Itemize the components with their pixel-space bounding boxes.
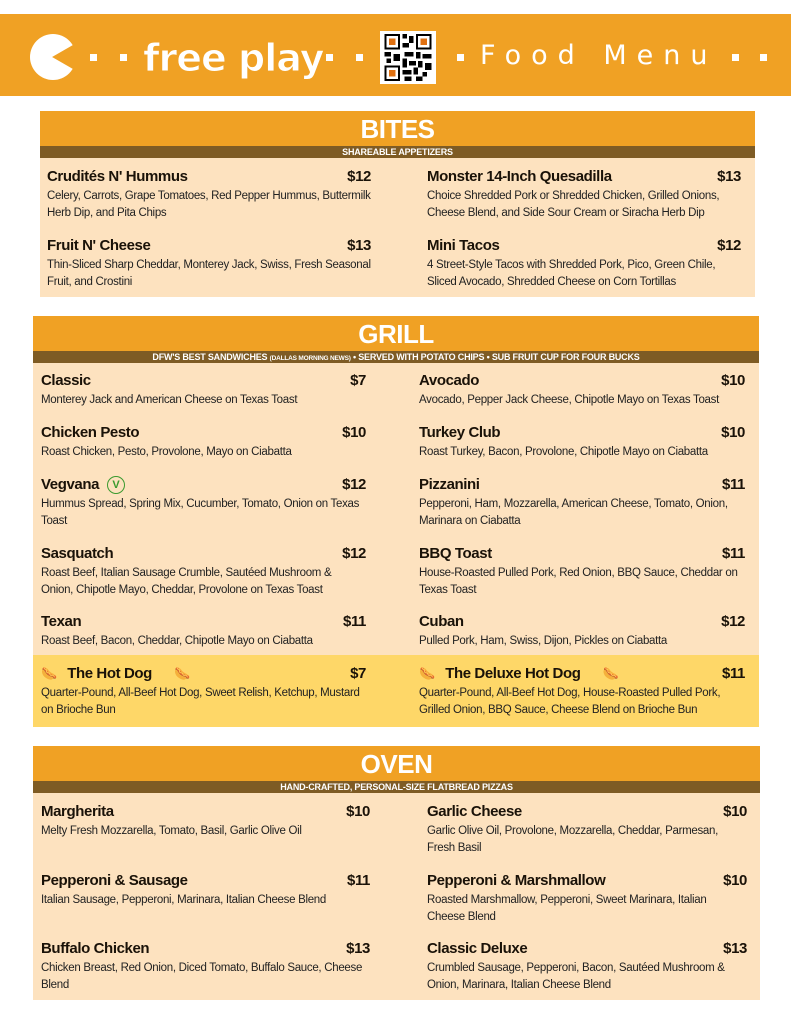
menu-item[interactable] [419, 665, 745, 719]
item-name-wrap [41, 424, 139, 442]
menu-item[interactable] [427, 237, 741, 291]
item-price: $13 [346, 940, 370, 957]
item-price: $13 [717, 168, 741, 185]
menu-item[interactable] [41, 803, 370, 840]
pacman-icon [30, 34, 76, 80]
item-description: Roast Chicken, Pesto, Provolone, Mayo on Ciabatta [41, 446, 292, 458]
menu-item[interactable] [41, 665, 366, 719]
menu-item[interactable] [419, 613, 745, 650]
item-description: Italian Sausage, Pepperoni, Marinara, Italian Cheese Blend [41, 894, 326, 906]
item-name-wrap [41, 372, 91, 390]
section-title: OVEN [33, 746, 760, 781]
item-name: Classic Deluxe [427, 940, 528, 957]
item-name: Chicken Pesto [41, 424, 140, 441]
hotdog-icon: 🌭 [602, 666, 619, 681]
item-description: Roast Beef, Bacon, Cheddar, Chipotle Mayo on Ciabatta [41, 635, 313, 647]
item-name-wrap [419, 665, 629, 683]
dot-icon [90, 54, 97, 61]
item-name-wrap [47, 168, 188, 186]
menu-item[interactable] [41, 613, 366, 650]
menu-item[interactable] [47, 168, 371, 222]
section-body [40, 158, 755, 297]
item-price: $11 [722, 476, 745, 493]
item-description: Hummus Spread, Spring Mix, Cucumber, Tomato, Onion on Texas Toast [41, 498, 360, 527]
item-name-wrap [41, 476, 125, 494]
item-name-wrap [419, 372, 479, 390]
section-body [33, 363, 759, 727]
dot-icon [760, 54, 767, 61]
item-price: $12 [342, 545, 366, 562]
item-name-wrap [427, 168, 612, 186]
menu-title: Food Menu [480, 40, 718, 71]
item-name: Monster 14-Inch Quesadilla [427, 168, 612, 185]
dot-icon [120, 54, 127, 61]
item-description: Choice Shredded Pork or Shredded Chicken, Grilled Onions, Cheese Blend, and Side Sour Cream or Siracha Herb Dip [427, 190, 720, 219]
item-description: Roast Turkey, Bacon, Provolone, Chipotle Mayo on Ciabatta [419, 446, 708, 458]
item-name-wrap [427, 940, 527, 958]
header-banner [0, 14, 791, 96]
item-price: $13 [723, 940, 747, 957]
item-price: $13 [347, 237, 371, 254]
item-price: $10 [342, 424, 366, 441]
item-price: $10 [721, 424, 745, 441]
hotdog-icon: 🌭 [419, 666, 436, 681]
item-header [41, 665, 366, 685]
item-name: BBQ Toast [419, 545, 492, 562]
item-name-wrap [419, 613, 464, 631]
item-header [419, 424, 745, 444]
item-name-wrap [41, 940, 149, 958]
item-description: Pepperoni, Ham, Mozzarella, American Cheese, Tomato, Onion, Marinara on Ciabatta [419, 498, 728, 527]
menu-item[interactable] [419, 476, 745, 530]
item-header [41, 613, 366, 633]
item-name-wrap [427, 803, 522, 821]
section-title: BITES [40, 111, 755, 146]
item-price: $11 [722, 545, 745, 562]
item-name: Pizzanini [419, 476, 480, 493]
menu-item[interactable] [427, 803, 747, 857]
item-description: Quarter-Pound, All-Beef Hot Dog, House-Roasted Pulled Pork, Grilled Onion, BBQ Sauce, Cheese Blend on Brioche Bun [419, 687, 721, 716]
section-title: GRILL [33, 316, 759, 351]
dot-icon [326, 54, 333, 61]
item-name: Cuban [419, 613, 464, 630]
item-name: The Hot Dog [67, 665, 152, 682]
item-name-wrap [47, 237, 150, 255]
dot-icon [457, 54, 464, 61]
item-name: Buffalo Chicken [41, 940, 150, 957]
section-body [33, 793, 760, 1000]
item-name-wrap [41, 613, 81, 631]
section-subtitle: SHAREABLE APPETIZERS [40, 146, 755, 158]
item-name-wrap [427, 237, 499, 255]
item-description: House-Roasted Pulled Pork, Red Onion, BBQ Sauce, Cheddar on Texas Toast [419, 567, 738, 596]
subtitle-part: • SERVED WITH POTATO CHIPS • SUB FRUIT CUP FOR FOUR BUCKS [350, 352, 640, 362]
item-price: $10 [346, 803, 370, 820]
item-price: $10 [723, 872, 747, 889]
item-name: Fruit N' Cheese [47, 237, 151, 254]
item-name: Pepperoni & Marshmallow [427, 872, 606, 889]
section-subtitle: HAND-CRAFTED, PERSONAL-SIZE FLATBREAD PIZZAS [33, 781, 760, 793]
item-header [427, 168, 741, 188]
menu-item[interactable] [419, 424, 745, 461]
section-oven [33, 746, 760, 1000]
item-description: Pulled Pork, Ham, Swiss, Dijon, Pickles on Ciabatta [419, 635, 668, 647]
item-description: Thin-Sliced Sharp Cheddar, Monterey Jack, Swiss, Fresh Seasonal Fruit, and Crostini [47, 259, 371, 288]
menu-item[interactable] [427, 168, 741, 222]
item-name: Margherita [41, 803, 114, 820]
item-header [419, 545, 745, 565]
item-name-wrap [427, 872, 605, 890]
item-name: Avocado [419, 372, 479, 389]
item-price: $12 [347, 168, 371, 185]
item-description: Avocado, Pepper Jack Cheese, Chipotle Mayo on Texas Toast [419, 394, 719, 406]
section-grill [33, 316, 759, 727]
menu-item[interactable] [419, 545, 745, 599]
item-name: Pepperoni & Sausage [41, 872, 188, 889]
item-price: $12 [717, 237, 741, 254]
item-header [41, 372, 366, 392]
item-description: Crumbled Sausage, Pepperoni, Bacon, Sautéed Mushroom & Onion, Marinara, Italian Cheese Blend [427, 962, 725, 991]
item-name: Mini Tacos [427, 237, 500, 254]
item-name: Texan [41, 613, 82, 630]
brand-logo: free play [143, 36, 324, 80]
menu-item[interactable] [47, 237, 371, 291]
menu-item[interactable] [41, 476, 366, 530]
item-price: $10 [721, 372, 745, 389]
item-header [419, 372, 745, 392]
menu-item[interactable] [41, 424, 366, 461]
item-name: Turkey Club [419, 424, 501, 441]
menu-item[interactable] [41, 872, 370, 909]
item-description: Melty Fresh Mozzarella, Tomato, Basil, Garlic Olive Oil [41, 825, 302, 837]
section-bites [40, 111, 755, 297]
item-price: $10 [723, 803, 747, 820]
qr-code-icon[interactable] [380, 31, 436, 84]
item-header [41, 545, 366, 565]
item-name-wrap [41, 665, 200, 683]
item-header [427, 940, 747, 960]
item-header [41, 803, 370, 823]
item-price: $11 [343, 613, 366, 630]
item-description: Celery, Carrots, Grape Tomatoes, Red Pepper Hummus, Buttermilk Herb Dip, and Pita Chips [47, 190, 371, 219]
item-price: $11 [347, 872, 370, 889]
subtitle-part: DFW'S BEST SANDWICHES [152, 352, 270, 362]
item-price: $7 [350, 372, 366, 389]
item-name: Sasquatch [41, 545, 114, 562]
item-name: Vegvana [41, 476, 100, 494]
item-price: $12 [721, 613, 745, 630]
hotdog-icon: 🌭 [41, 666, 58, 681]
item-name-wrap [41, 803, 114, 821]
item-name-wrap [41, 872, 188, 890]
item-description: Quarter-Pound, All-Beef Hot Dog, Sweet Relish, Ketchup, Mustard on Brioche Bun [41, 687, 360, 716]
item-header [419, 613, 745, 633]
item-header [419, 476, 745, 496]
menu-item[interactable] [41, 545, 366, 599]
menu-item[interactable] [41, 940, 370, 994]
item-price: $11 [722, 665, 745, 682]
item-name: Crudités N' Hummus [47, 168, 188, 185]
item-name: Classic [41, 372, 91, 389]
item-price: $12 [342, 476, 366, 494]
item-header [419, 665, 745, 685]
item-name: The Deluxe Hot Dog [445, 665, 581, 682]
item-header [427, 803, 747, 823]
section-subtitle [33, 351, 759, 363]
item-header [41, 424, 366, 444]
item-price: $7 [350, 665, 366, 682]
subtitle-part: (DALLAS MORNING NEWS) [269, 355, 351, 362]
item-header [47, 237, 371, 257]
item-description: Roast Beef, Italian Sausage Crumble, Sautéed Mushroom & Onion, Chipotle Mayo, Cheddar, Provolone on Texas Toast [41, 567, 332, 596]
item-name-wrap [419, 545, 492, 563]
dot-icon [732, 54, 739, 61]
item-description: 4 Street-Style Tacos with Shredded Pork, Pico, Green Chile, Sliced Avocado, Shredded Cheese on Corn Tortillas [427, 259, 716, 288]
item-header [41, 476, 366, 496]
item-description: Chicken Breast, Red Onion, Diced Tomato, Buffalo Sauce, Cheese Blend [41, 962, 363, 991]
item-description: Garlic Olive Oil, Provolone, Mozzarella, Cheddar, Parmesan, Fresh Basil [427, 825, 719, 854]
menu-item[interactable] [419, 372, 745, 409]
vegan-leaf-icon: V [107, 476, 125, 494]
item-name: Garlic Cheese [427, 803, 522, 820]
item-name-wrap [41, 545, 113, 563]
item-header [427, 872, 747, 892]
menu-item[interactable] [41, 372, 366, 409]
menu-item[interactable] [427, 872, 747, 926]
hotdog-icon: 🌭 [173, 666, 191, 681]
item-header [427, 237, 741, 257]
dot-icon [356, 54, 363, 61]
menu-item[interactable] [427, 940, 747, 994]
item-description: Monterey Jack and American Cheese on Texas Toast [41, 394, 298, 406]
item-description: Roasted Marshmallow, Pepperoni, Sweet Marinara, Italian Cheese Blend [427, 894, 707, 923]
item-header [47, 168, 371, 188]
item-header [41, 940, 370, 960]
item-header [41, 872, 370, 892]
item-name-wrap [419, 476, 480, 494]
item-name-wrap [419, 424, 500, 442]
